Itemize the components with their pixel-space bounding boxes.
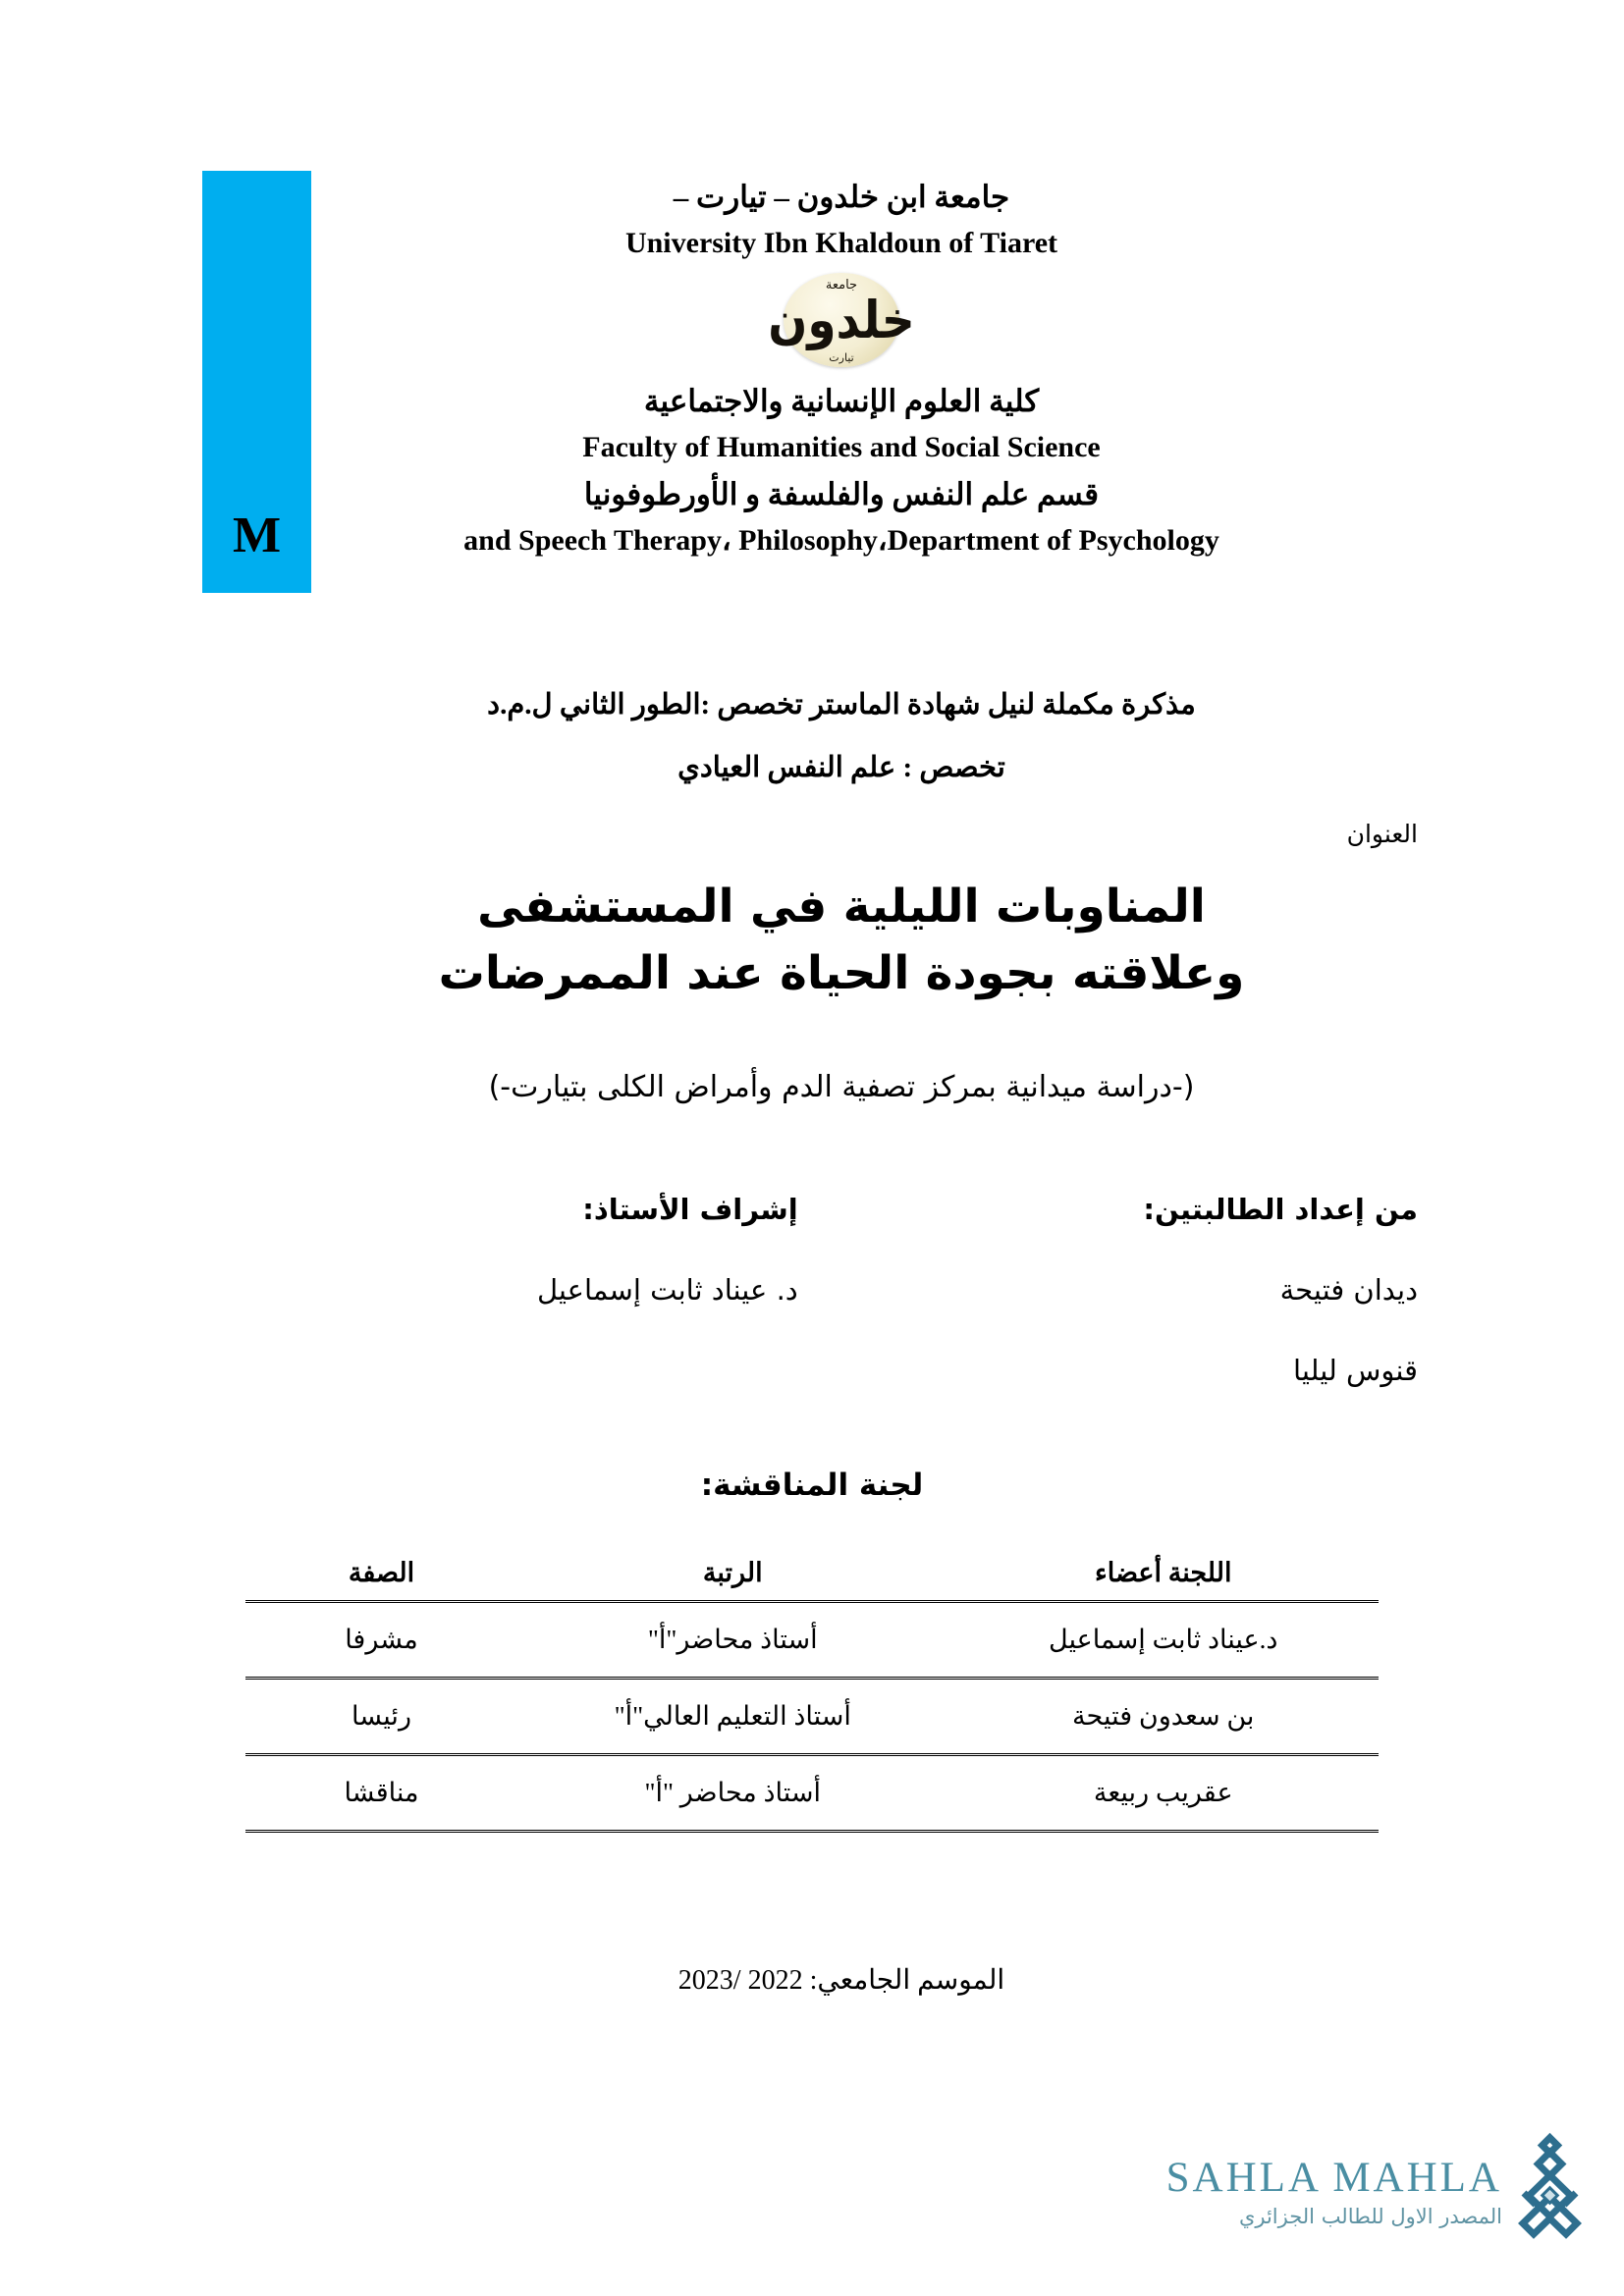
authors-section (226, 1193, 1418, 1434)
thesis-title (206, 874, 1477, 1007)
jury-member-capacity: مناقشا (344, 1778, 419, 1807)
jury-table-body (245, 1602, 1379, 1832)
table-row (245, 1602, 1379, 1679)
jury-heading: لجنة المناقشة: (700, 1468, 924, 1503)
thesis-subtitle: (-دراسة ميدانية بمركز تصفية الدم وأمراض الكلى بتيارت-) (488, 1070, 1195, 1104)
student-name-2: قنوس ليليا (1293, 1354, 1418, 1387)
jury-member-rank: أستاذ محاضر"أ" (647, 1625, 818, 1654)
document-header (206, 177, 1477, 566)
marker-letter: M (232, 507, 282, 563)
university-seal-icon (768, 273, 915, 367)
jury-member-capacity: رئيسا (351, 1701, 411, 1731)
watermark-text (1166, 2157, 1502, 2228)
university-name-arabic: جامعة ابن خلدون – تيارت – (673, 180, 1010, 214)
sahla-mahla-watermark (1166, 2136, 1589, 2249)
jury-member-name: عقريب ربيعة (1093, 1778, 1233, 1807)
jury-table-head (245, 1536, 1379, 1602)
jury-section (245, 1468, 1379, 1833)
faculty-name-arabic: كلية العلوم الإنسانية والاجتماعية (643, 384, 1040, 419)
thesis-title-line-2: وعلاقته بجودة الحياة عند الممرضات (438, 946, 1245, 1001)
jury-col-rank: الرتبة (702, 1558, 763, 1587)
supervisor-name-1: د. عيناد ثابت إسماعيل (536, 1273, 798, 1307)
jury-member-rank: أستاذ محاضر "أ" (644, 1778, 821, 1807)
university-name-english: University Ibn Khaldoun of Tiaret (624, 226, 1058, 259)
thesis-title-line-1: المناوبات الليلية في المستشفى (477, 880, 1206, 934)
title-label: العنوان (1346, 822, 1418, 848)
watermark-subtitle: المصدر الاول للطالب الجزائري (1238, 2205, 1502, 2228)
degree-line-1: مذكرة مكملة لنيل شهادة الماستر تخصص :الطور الثاني ل.م.د (487, 689, 1196, 721)
students-heading: من إعداد الطالبتين: (1143, 1193, 1418, 1226)
jury-col-capacity: الصفة (348, 1558, 415, 1587)
seal-bottom-text: تيارت (829, 351, 854, 365)
supervisor-column (226, 1193, 798, 1354)
jury-member-name: بن سعدون فتيحة (1072, 1701, 1255, 1731)
jury-table (245, 1536, 1379, 1833)
sahla-mahla-logo-icon (1512, 2136, 1589, 2249)
jury-member-name: د.عيناد ثابت إسماعيل (1049, 1625, 1278, 1654)
student-name-1: ديدان فتيحة (1279, 1273, 1418, 1307)
supervisor-heading: إشراف الأستاذ: (582, 1193, 798, 1226)
jury-col-members: اللجنة أعضاء (1095, 1558, 1232, 1587)
seal-center-text: خلدون (768, 290, 915, 351)
jury-member-capacity: مشرفا (345, 1625, 418, 1654)
watermark-title: SAHLA MAHLA (1165, 2155, 1502, 2201)
students-column (845, 1193, 1418, 1434)
department-name-arabic: قسم علم النفس والفلسفة و الأورطوفونيا (583, 476, 1100, 511)
degree-statement (206, 687, 1477, 812)
department-name-english: and Speech Therapy، Philosophy،Department of Psychology (463, 523, 1219, 557)
table-row (245, 1755, 1379, 1832)
faculty-name-english: Faculty of Humanities and Social Science (582, 431, 1101, 464)
jury-member-rank: أستاذ التعليم العالي"أ" (614, 1701, 851, 1731)
seal-top-text: جامعة (825, 278, 858, 294)
jury-table-header-row (245, 1536, 1379, 1602)
academic-year: الموسم الجامعي: 2022 /2023 (677, 1965, 1005, 1996)
table-row (245, 1679, 1379, 1755)
degree-line-2: تخصص : علم النفس العيادي (677, 751, 1005, 783)
